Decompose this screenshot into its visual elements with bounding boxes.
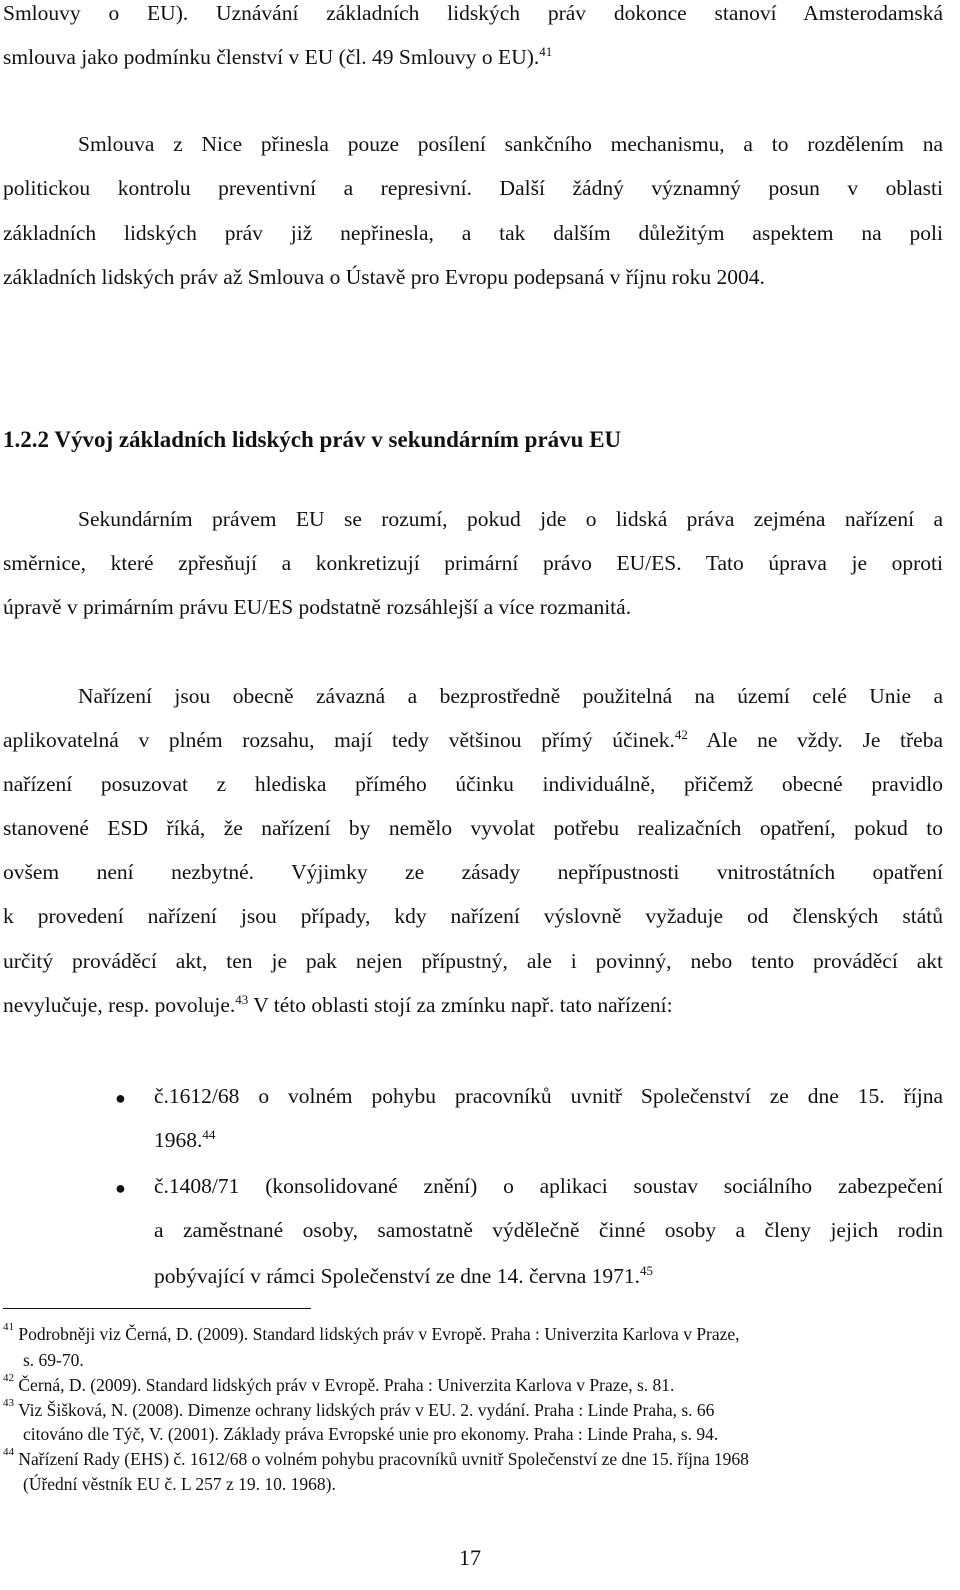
paragraph-text: smlouva jako podmínku členství v EU (čl. 49 Smlouvy o EU).	[3, 45, 540, 69]
paragraph-line: nařízení posuzovat z hlediska přímého účinku individuálně, přičemž obecné pravidlo	[3, 772, 943, 796]
paragraph-line: základních lidských práv až Smlouva o Ústavě pro Evropu podepsaná v říjnu roku 2004.	[3, 265, 765, 289]
footnote-ref: 41	[539, 44, 553, 59]
list-item-text: 1968.	[154, 1128, 203, 1152]
footnote-text: Podrobněji viz Černá, D. (2009). Standard lidských práv v Evropě. Praha : Univerzita Karlova v Praze,	[18, 1324, 740, 1344]
paragraph-line: politickou kontrolu preventivní a represivní. Další žádný významný posun v oblasti	[3, 176, 943, 200]
paragraph-text: V této oblasti stojí za zmínku např. tato nařízení:	[248, 993, 673, 1017]
paragraph-text: aplikovatelná v plném rozsahu, mají tedy většinou přímý účinek.	[3, 728, 675, 752]
footnote-44-cont	[3, 1476, 336, 1494]
footnote-number: 41	[3, 1321, 14, 1333]
footnote-number: 44	[3, 1446, 14, 1458]
paragraph-line: ovšem není nezbytné. Výjimky ze zásady nepřípustnosti vnitrostátních opatření	[3, 860, 943, 884]
footnote-text: (Úřední věstník EU č. L 257 z 19. 10. 1968).	[23, 1474, 336, 1494]
footnote-text: citováno dle Týč, V. (2001). Základy práva Evropské unie pro ekonomy. Praha : Linde Praha, s. 94.	[23, 1424, 719, 1444]
footnote-43	[3, 1397, 715, 1420]
footnote-text: Nařízení Rady (EHS) č. 1612/68 o volném pohybu pracovníků uvnitř Společenství ze dne 15. října 1968	[18, 1449, 749, 1469]
paragraph-line: stanovené ESD říká, že nařízení by nemělo vyvolat potřebu realizačních opatření, pokud to	[3, 816, 943, 840]
list-item-line: č.1408/71 (konsolidované znění) o aplikaci soustav sociálního zabezpečení	[154, 1174, 943, 1198]
paragraph-line: směrnice, které zpřesňují a konkretizují primární právo EU/ES. Tato úprava je oproti	[3, 551, 943, 575]
list-item-line: č.1612/68 o volném pohybu pracovníků uvnitř Společenství ze dne 15. října	[154, 1084, 943, 1108]
list-item-line: a zaměstnané osoby, samostatně výdělečně činné osoby a členy jejich rodin	[154, 1218, 943, 1242]
paragraph-line: Sekundárním právem EU se rozumí, pokud jde o lidská práva zejména nařízení a	[78, 507, 943, 531]
footnote-number: 42	[3, 1372, 14, 1384]
section-heading: 1.2.2 Vývoj základních lidských práv v sekundárním právu EU	[3, 427, 622, 452]
footnote-ref: 42	[674, 727, 688, 742]
footnote-text: Černá, D. (2009). Standard lidských práv v Evropě. Praha : Univerzita Karlova v Praze, s. 81.	[18, 1375, 675, 1395]
footnote-separator	[3, 1308, 311, 1309]
footnote-43-cont	[3, 1426, 718, 1444]
page-number: 17	[459, 1545, 481, 1570]
paragraph-text: nevylučuje, resp. povoluje.	[3, 993, 236, 1017]
paragraph-line	[3, 44, 553, 69]
footnote-44	[3, 1446, 749, 1469]
list-item-line	[154, 1127, 216, 1152]
footnote-ref: 45	[640, 1263, 653, 1278]
paragraph-line: základních lidských práv již nepřinesla, a tak dalším důležitým aspektem na poli	[3, 221, 943, 245]
list-item-text: pobývající v rámci Společenství ze dne 14. června 1971.	[154, 1264, 640, 1288]
paragraph-line: Smlouva z Nice přinesla pouze posílení sankčního mechanismu, a to rozdělením na	[78, 132, 943, 156]
bullet-icon: ●	[115, 1178, 126, 1198]
footnote-41	[3, 1321, 740, 1344]
paragraph-line	[3, 992, 673, 1017]
paragraph-line	[3, 727, 943, 752]
bullet-icon: ●	[115, 1088, 126, 1108]
footnote-41-cont	[3, 1352, 84, 1370]
footnote-ref: 43	[235, 992, 249, 1007]
paragraph-line: Smlouvy o EU). Uznávání základních lidských práv dokonce stanoví Amsterodamská	[3, 1, 943, 25]
paragraph-line: úpravě v primárním právu EU/ES podstatně rozsáhlejší a více rozmanitá.	[3, 595, 632, 619]
paragraph-line: Nařízení jsou obecně závazná a bezprostředně použitelná na území celé Unie a	[78, 684, 943, 708]
footnote-42	[3, 1372, 675, 1395]
footnote-text: s. 69-70.	[23, 1350, 84, 1370]
footnote-text: Viz Šišková, N. (2008). Dimenze ochrany lidských práv v EU. 2. vydání. Praha : Linde Praha, s. 66	[18, 1400, 715, 1420]
footnote-ref: 44	[202, 1127, 216, 1142]
paragraph-text: Ale ne vždy. Je třeba	[687, 728, 943, 752]
footnote-number: 43	[3, 1397, 14, 1409]
list-item-line	[154, 1263, 653, 1288]
paragraph-line: k provedení nařízení jsou případy, kdy nařízení výslovně vyžaduje od členských států	[3, 904, 943, 928]
paragraph-line: určitý prováděcí akt, ten je pak nejen přípustný, ale i povinný, nebo tento prováděcí akt	[3, 949, 943, 973]
